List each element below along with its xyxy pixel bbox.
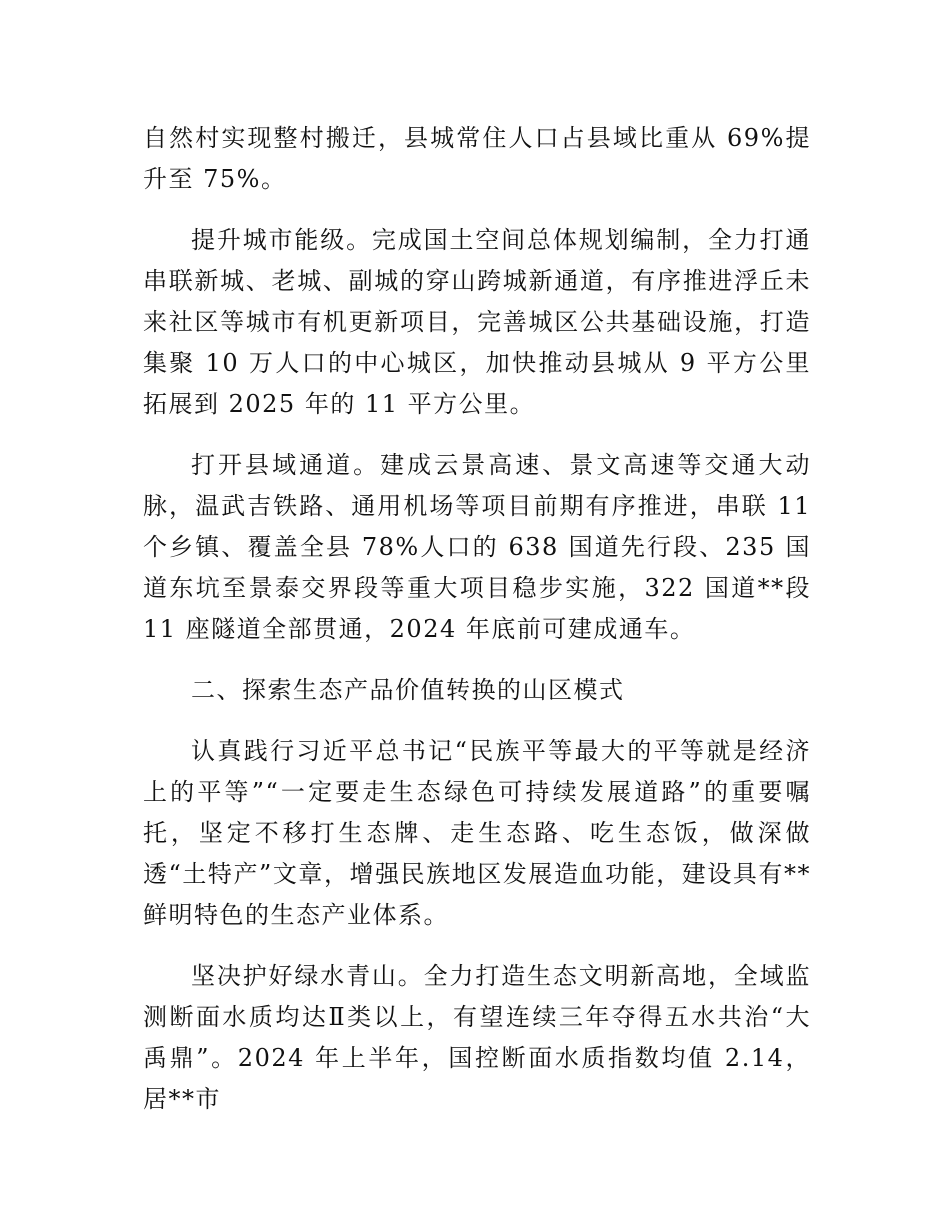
paragraph-ecology-intro: 认真践行习近平总书记“民族平等最大的平等就是经济上的平等”“一定要走生态绿色可持续发展道路”的重要嘱托，坚定不移打生态牌、走生态路、吃生态饭，做深做透“土特产”文章，增强民族地区发展造血功能，建设具有**鲜明特色的生态产业体系。 (143, 737, 811, 929)
paragraph-green-mountains: 坚决护好绿水青山。全力打造生态文明新高地，全域监测断面水质均达Ⅱ类以上，有望连续三年夺得五水共治“大禹鼎”。2024 年上半年，国控断面水质指数均值 2.14，居**市 (143, 962, 811, 1113)
paragraph-county-transport: 打开县域通道。建成云景高速、景文高速等交通大动脉，温武吉铁路、通用机场等项目前期有序推进，串联 11 个乡镇、覆盖全县 78%人口的 638 国道先行段、235 国道东坑至景泰交界段等重大项目稳步实施，322 国道**段 11 座隧道全部贯通，2024 年底前可建成通车。 (143, 451, 811, 643)
section-heading: 二、探索生态产品价值转换的山区模式 (191, 676, 625, 704)
paragraph-continuation: 自然村实现整村搬迁，县城常住人口占县域比重从 69%提升至 75%。 (143, 124, 811, 193)
paragraph-city-level: 提升城市能级。完成国土空间总体规划编制，全力打通串联新城、老城、副城的穿山跨城新通道，有序推进浮丘未来社区等城市有机更新项目，完善城区公共基础设施，打造集聚 10 万人口的中心城区，加快推动县城从 9 平方公里拓展到 2025 年的 11 平方公里。 (143, 226, 811, 418)
document-body (143, 118, 811, 1140)
